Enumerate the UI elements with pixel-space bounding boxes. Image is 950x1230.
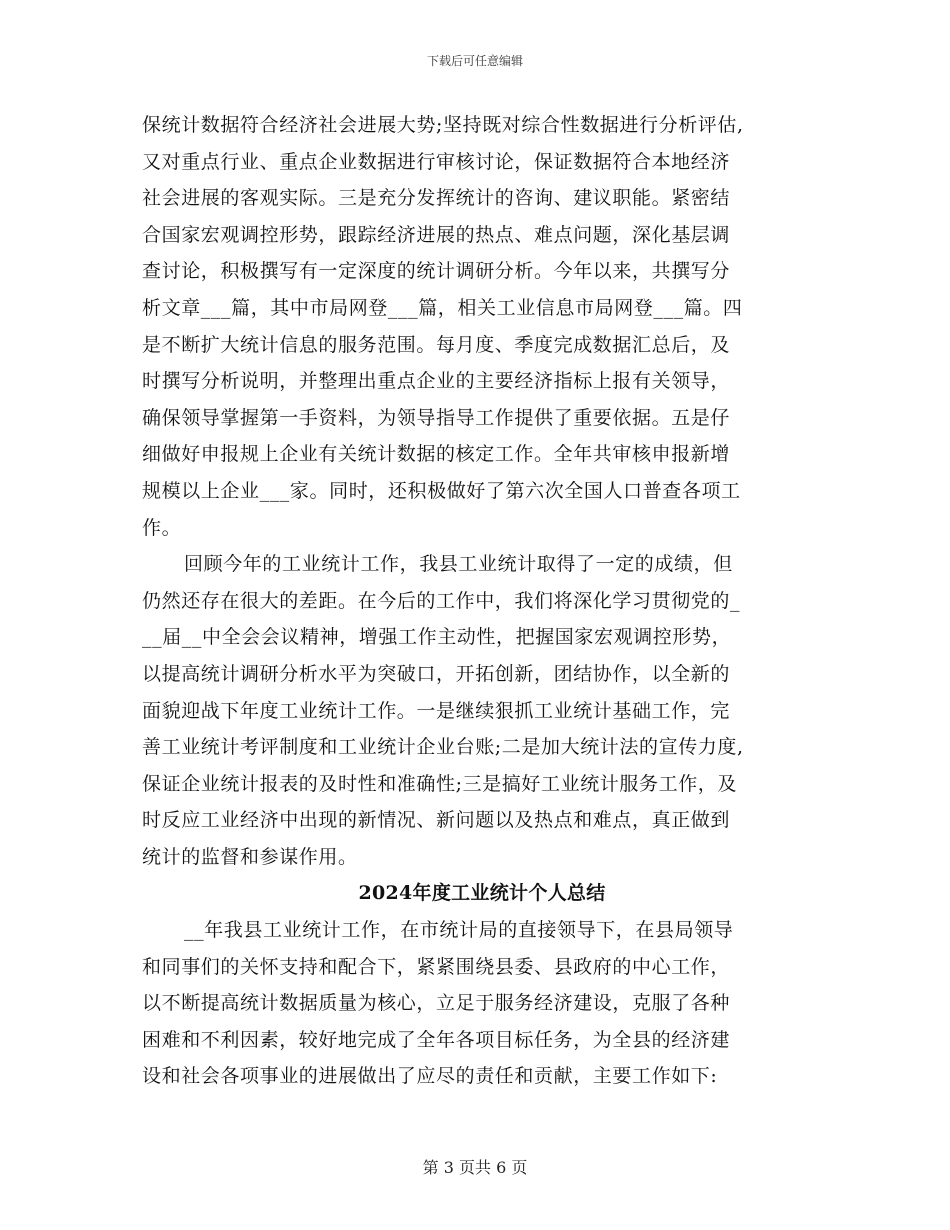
body-line: 困难和不利因素，较好地完成了全年各项目标任务，为全县的经济建 <box>142 1028 731 1051</box>
body-line: 统计的监督和参谋作用。 <box>142 845 358 868</box>
body-line: 设和社会各项事业的进展做出了应尽的责任和贡献，主要工作如下: <box>142 1065 718 1088</box>
body-line: 和同事们的关怀支持和配合下，紧紧围绕县委、县政府的中心工作， <box>142 955 731 978</box>
body-line: 善工业统计考评制度和工业统计企业台账;二是加大统计法的宣传力度, <box>142 736 744 759</box>
page-header: 下载后可任意编辑 <box>426 54 523 68</box>
paragraph-first-line: __年我县工业统计工作，在市统计局的直接领导下，在县局领导 <box>184 919 734 942</box>
body-line: 保统计数据符合经济社会进展大势;坚持既对综合性数据进行分析评估, <box>142 114 744 136</box>
document-body <box>142 107 822 1095</box>
body-line: 时撰写分析说明，并整理出重点企业的主要经济指标上报有关领导， <box>142 370 731 393</box>
body-line: 作。 <box>142 516 182 539</box>
body-line: 规模以上企业___家。同时，还积极做好了第六次全国人口普查各项工 <box>142 479 741 502</box>
page-footer: 第 3 页共 6 页 <box>422 1158 528 1177</box>
body-line: 析文章___篇，其中市局网登___篇，相关工业信息市局网登___篇。四 <box>142 296 743 319</box>
body-line: 确保领导掌握第一手资料，为领导指导工作提供了重要依据。五是仔 <box>142 406 731 429</box>
body-line: 以不断提高统计数据质量为核心，立足于服务经济建设，克服了各种 <box>142 992 731 1015</box>
body-line: 合国家宏观调控形势，跟踪经济进展的热点、难点问题，深化基层调 <box>142 223 731 246</box>
body-line: 以提高统计调研分析水平为突破口，开拓创新，团结协作，以全新的 <box>142 662 731 685</box>
body-line: 社会进展的客观实际。三是充分发挥统计的咨询、建议职能。紧密结 <box>142 187 731 210</box>
body-line: 保证企业统计报表的及时性和准确性;三是搞好工业统计服务工作，及 <box>142 772 738 795</box>
body-line: 是不断扩大统计信息的服务范围。每月度、季度完成数据汇总后，及 <box>142 333 731 356</box>
body-line: __届__中全会会议精神，增强工作主动性，把握国家宏观调控形势， <box>142 626 732 649</box>
body-line: 面貌迎战下年度工业统计工作。一是继续狠抓工业统计基础工作，完 <box>142 699 731 722</box>
body-line: 查讨论，积极撰写有一定深度的统计调研分析。今年以来，共撰写分 <box>142 260 731 283</box>
body-line: 细做好申报规上企业有关统计数据的核定工作。全年共审核申报新增 <box>142 443 731 466</box>
paragraph-first-line: 回顾今年的工业统计工作，我县工业统计取得了一定的成绩，但 <box>184 553 733 576</box>
section-title: 2024年度工业统计个人总结 <box>358 882 606 905</box>
body-line: 仍然还存在很大的差距。在今后的工作中，我们将深化学习贯彻党的_ <box>142 589 741 612</box>
body-line: 时反应工业经济中出现的新情况、新问题以及热点和难点，真正做到 <box>142 809 731 832</box>
body-line: 又对重点行业、重点企业数据进行审核讨论，保证数据符合本地经济 <box>142 150 731 173</box>
